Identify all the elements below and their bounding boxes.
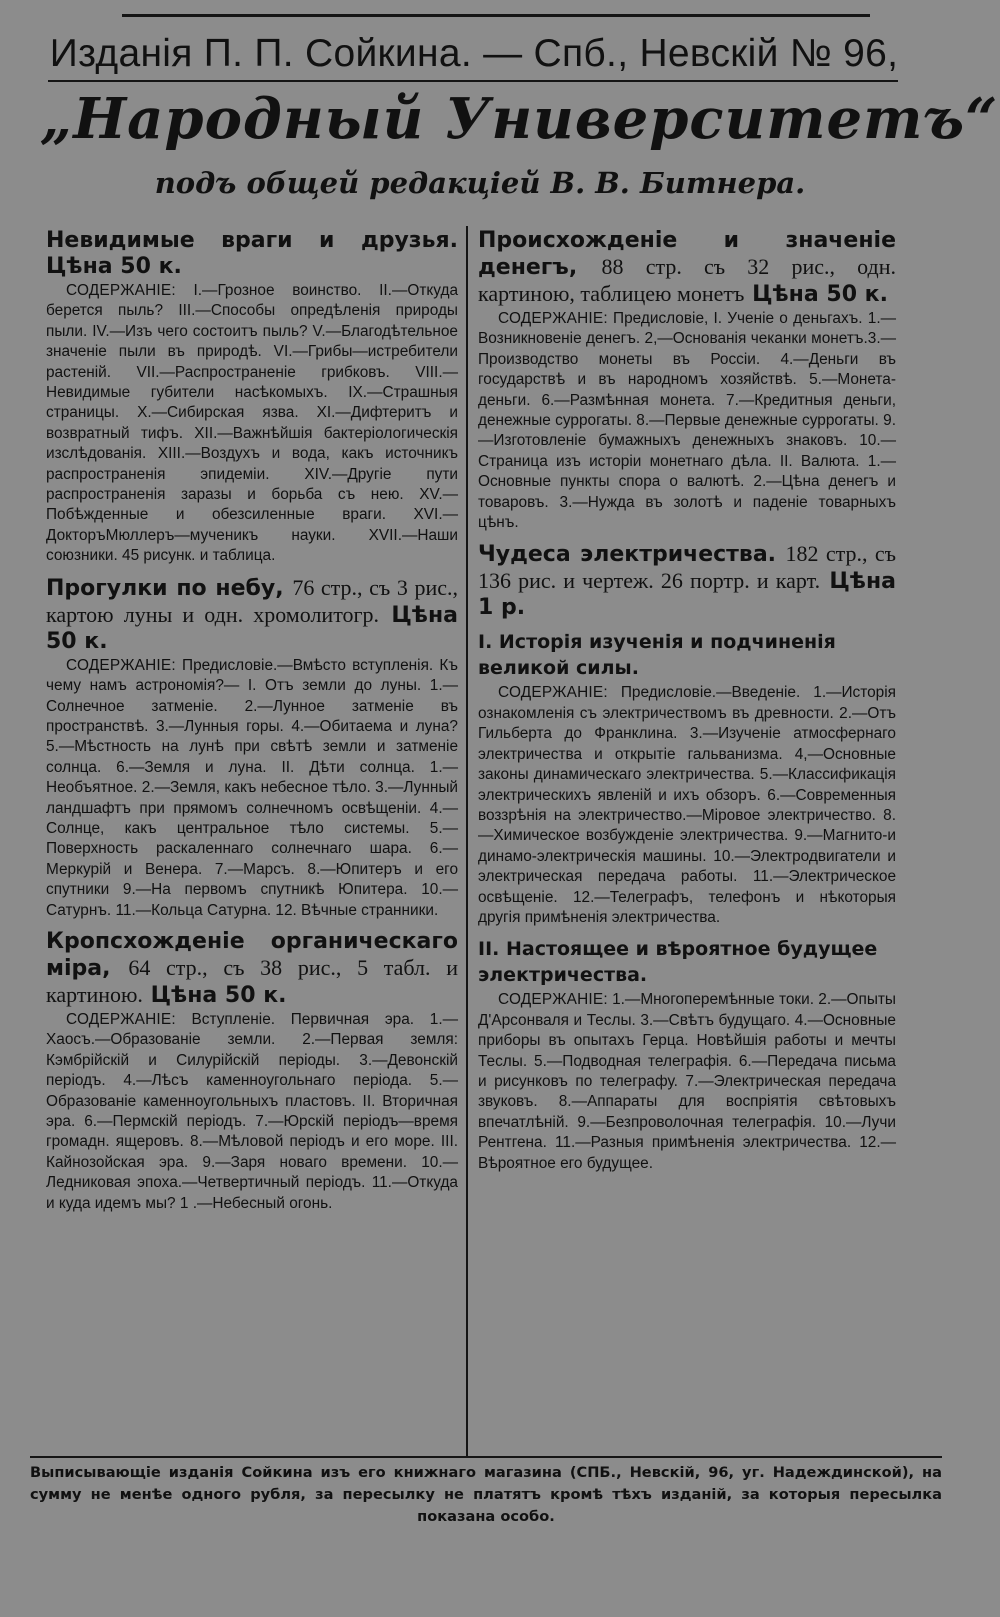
book-contents — [46, 1010, 458, 1214]
book-meta: 76 стр., съ 3 рис., картою луны и одн. хромолитогр. — [46, 574, 458, 627]
book-price: Цѣна 50 к. — [46, 254, 182, 279]
book-contents — [478, 309, 896, 533]
series-title: „Народный Университетъ“ — [40, 86, 999, 152]
contents-label: СОДЕРЖАНІЕ: — [66, 656, 176, 674]
book-title-line — [46, 575, 458, 655]
contents-label: СОДЕРЖАНІЕ: — [498, 684, 608, 702]
book-entry — [46, 929, 458, 1214]
contents-text: І.—Грозное воинство. ІІ.—Откуда берется пыль? ІІІ.—Способы опредѣленія природы пыли. IV.—Изъ чего состоитъ пыль? V.—Благодѣтельное значеніе пыли въ природѣ. VI.—Грибы—истребители растеній. VII.—Распространеніе грибковъ. VIII.—Невидимые губители насѣкомыхъ. IX.—Страшныя страницы. X.—Сибирская язва. XI.—Дифтеритъ и возвратный тифъ. XII.—Важнѣйшія бактеріологическія изслѣдованія. XIII.—Воздухъ и вода, какъ источникъ распространенія эпидеміи. XIV.—Другіе пути распространенія заразы и борьба съ нею. XV.—Побѣжденные и обезсиленные враги. XVI.—ДокторъМюллеръ—мученикъ науки. XVII.—Наши союзники. 45 рисунк. и таблица. — [46, 282, 458, 565]
contents-text: Вступленіе. Первичная эра. 1.—Хаосъ.—Образованіе земли. 2.—Первая земля: Кэмбрійскій и Силурійскій періоды. 3.—Девонскій періодъ. 4.—Лѣсъ каменноугольнаго періода. 5.—Образованіе каменноугольныхъ пластовъ. II. Вторичная эра. 6.—Пермскій періодъ. 7.—Юрскій періодъ—время громадн. ящеровъ. 8.—Мѣловой періодъ и его море. III. Кайнозойская эра. 9.—Заря новаго времени. 10.—Ледниковая эпоха.—Четвертичный періодъ. 11.—Откуда и куда идемъ мы? 1 .—Небесный огонь. — [46, 1010, 458, 1212]
column-divider — [466, 226, 468, 1456]
book-entry — [46, 228, 458, 567]
book-title: Прогулки по небу, — [46, 575, 284, 601]
left-column — [46, 228, 458, 1214]
book-entry — [478, 228, 896, 533]
book-contents — [478, 990, 896, 1174]
book-title: Кропсхожденіе органическаго міра, — [46, 928, 458, 981]
publisher-line: Изданія П. П. Сойкина. — Спб., Невскій № 96, — [49, 32, 899, 75]
contents-label: СОДЕРЖАНІЕ: — [66, 282, 176, 299]
book-title-line — [46, 228, 458, 280]
book-meta: 64 стр., съ 38 рис., 5 табл. и картиною. — [46, 954, 458, 1007]
book-entry — [478, 541, 896, 1174]
book-title: Происхожденіе и значеніе денегъ, — [478, 228, 896, 280]
book-contents — [46, 281, 458, 567]
contents-label: СОДЕРЖАНІЕ: — [498, 310, 608, 327]
contents-label: СОДЕРЖАНІЕ: — [66, 1010, 176, 1028]
book-title-line — [46, 929, 458, 1009]
book-meta: 182 стр., съ 136 рис. и чертеж. 26 портр. и карт. — [478, 541, 896, 594]
publisher-underline — [48, 80, 898, 82]
book-meta: 88 стр. съ 32 рис., одн. картиною, таблицею монетъ — [478, 254, 896, 306]
contents-label: СОДЕРЖАНІЕ: — [498, 991, 608, 1009]
footer-rule — [30, 1456, 942, 1458]
book-contents — [46, 656, 458, 921]
contents-text: Предисловіе.—Введеніе. 1.—Исторія ознакомленія съ электричествомъ въ древности. 2.—Отъ Гильберта до Франклина. 3.—Изученіе атмосфернаго электричества и открытіе гальванизма. 4,—Основные законы динамическаго электричества. 5.—Классификація электрическихъ явленій и ихъ обзоръ. 6.—Современныя воззрѣнія на электричество.—Міровое электричество. 8.—Химическое возбужденіе электричества. 9.—Магнито-и динамо-электрическія машины. 10.—Электродвигатели и электрическая передача работы. 11.—Электрическое освѣщеніе. 12.—Телеграфъ, телефонъ и нѣкоторыя другія примѣненія электричества. — [478, 684, 896, 926]
contents-text: 1.—Многоперемѣнные токи. 2.—Опыты Д'Арсонваля и Теслы. 3.—Свѣтъ будущаго. 4.—Основные приборы въ опытахъ Герца. Новѣйшія работы и мечты Теслы. 5.—Подводная телеграфія. 6.—Передача письма и рисунковъ по телеграфу. 7.—Электрическая передача звуковъ. 8.—Аппараты для воспріятія свѣтовыхъ впечатлѣній. 9.—Безпроволочная телеграфія. 10.—Лучи Рентгена. 11.—Разныя примѣненія электричества. 12.—Вѣроятное его будущее. — [478, 991, 896, 1172]
contents-text: Предисловіе.—Вмѣсто вступленія. Къ чему намъ астрономія?— І. Отъ земли до луны. 1.—Солнечное затменіе. 2.—Лунное затменіе въ пространствѣ. 3.—Лунныя горы. 4.—Обитаема и луна? 5.—Мѣстность на лунѣ при свѣтѣ земли и затменіе солнца. 6.—Земля и луна. II. Дѣти солнца. 1.—Необъятное. 2.—Земля, какъ небесное тѣло. 3.—Лунный ландшафтъ при прямомъ солнечномъ освѣщеніи. 4.—Солнце, какъ центральное тѣло системы. 5.—Поверхность раскаленнаго солнечнаго шара. 6.—Меркурій и Венера. 7.—Марсъ. 8.—Юпитеръ и его спутники 9.—На первомъ спутникѣ Юпитера. 10.—Сатурнъ. 11.—Кольца Сатурна. 12. Вѣчные странники. — [46, 656, 458, 919]
book-title-line — [478, 541, 896, 621]
book-title: Невидимые враги и друзья. — [46, 228, 458, 253]
book-contents — [478, 683, 896, 928]
book-price: Цѣна 50 к. — [752, 282, 888, 307]
top-rule — [122, 14, 870, 17]
book-price: Цѣна 1 р. — [478, 569, 896, 621]
book-price: Цѣна 50 к. — [46, 602, 458, 654]
book-title: Чудеса электричества. — [478, 542, 777, 568]
part-heading: I. Исторія изученія и подчиненія великой силы. — [478, 631, 836, 680]
book-entry — [46, 575, 458, 921]
footer-note: Выписывающіе изданія Сойкина изъ его книжнаго магазина (СПБ., Невскій, 96, уг. Надеждинской), на сумму не менѣе одного рубля, за пересылку не платятъ кромѣ тѣхъ изданiй, за которыя пересылка показана особо. — [30, 1464, 942, 1525]
book-price: Цѣна 50 к. — [150, 982, 287, 1008]
contents-text: Предисловіе, I. Ученіе о деньгахъ. 1.—Возникновеніе денегъ. 2,—Основанія чеканки монетъ.3.—Производство монеты въ Россіи. 4.—Деньги въ государствѣ и въ народномъ хозяйствѣ. 5.—Монета-деньги. 6.—Размѣнная монета. 7.—Кредитныя деньги, денежные суррогаты. 8.—Первые денежные суррогаты. 9.—Изготовленіе бумажныхъ денежныхъ знаковъ. 10.—Страница изъ исторіи монетнаго дѣла. II. Валюта. 1.—Основные пункты спора о валютѣ. 2.—Цѣна денегъ и товаровъ. 3.—Нужда въ золотѣ и паденіе товарныхъ цѣнъ. — [478, 310, 896, 532]
editor-line: подъ общей редакціей В. В. Битнера. — [154, 166, 806, 200]
part-heading: II. Настоящее и вѣроятное будущее электричества. — [478, 938, 878, 987]
right-column — [478, 228, 896, 1174]
book-title-line — [478, 228, 896, 308]
